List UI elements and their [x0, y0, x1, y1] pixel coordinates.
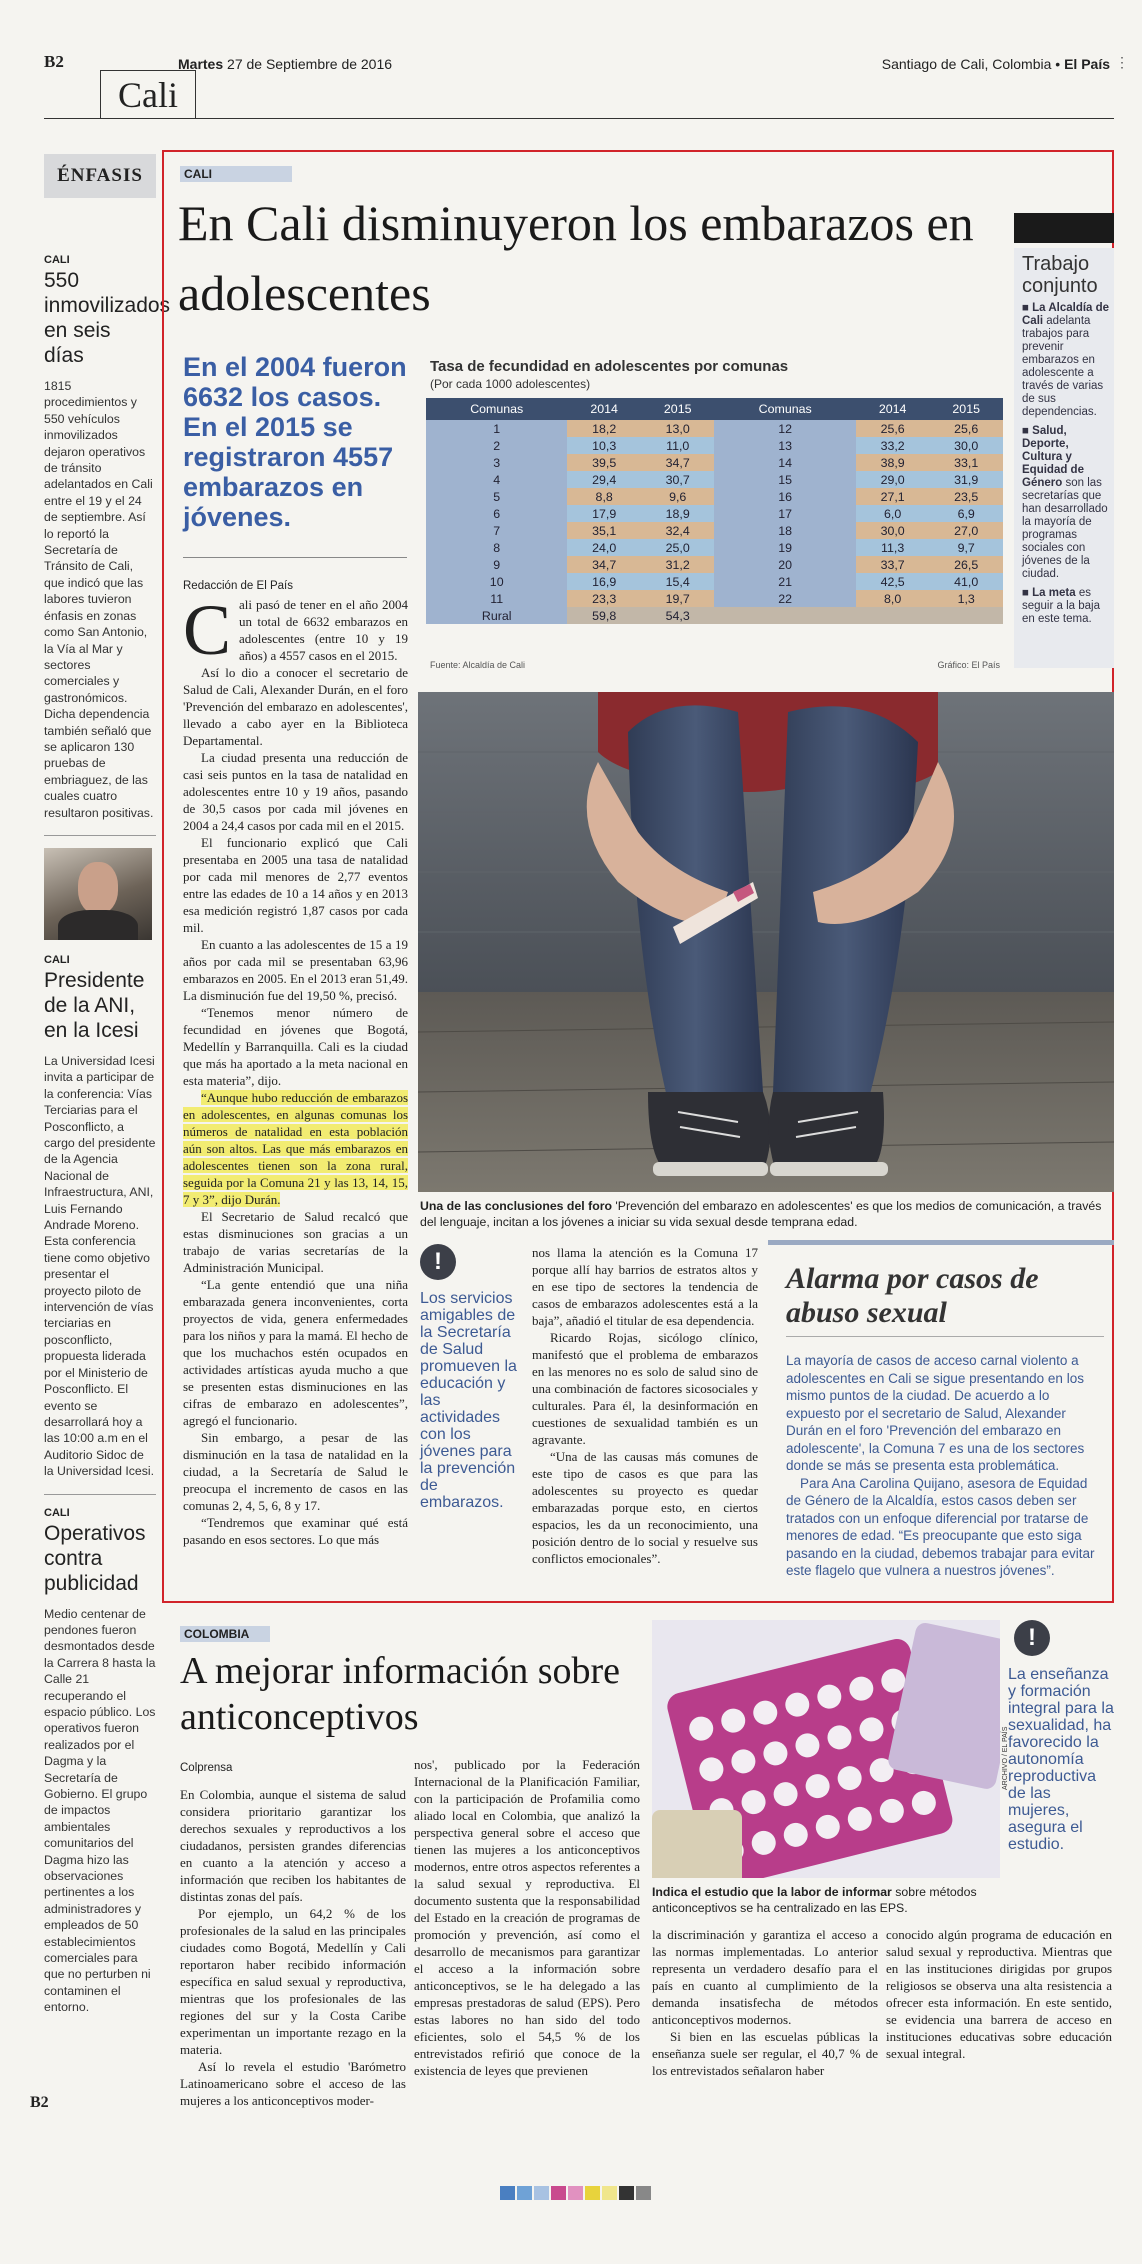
- table-header-cell: 2015: [641, 398, 715, 420]
- color-swatch: [568, 2186, 583, 2200]
- table-cell: 16,9: [567, 573, 641, 590]
- brief-body: Medio centenar de pendones fueron desmontados desde la Carrera 8 hasta la Calle 21 recuperando el espacio público. Los operativos fueron realizados por el Dagma y la Secretaría de Gobierno. El grupo de impactos ambientales comunitarios del Dagma hizo las observaciones pertinentes a los administradores y empleados de 50 establecimientos comerciales para que no perturben ni contaminen el entorno.: [44, 1606, 156, 2015]
- color-swatch: [500, 2186, 515, 2200]
- paragraph: “La gente entendió que una niña embarazada genera inconvenientes, corta proyectos de vida, genera enfermedades para los niños y para la mamá. El hecho de que los muchachos estén ocupados en actividades artísticas ayuda mucho a que se presenten estas disminuciones en las cifras de embarazo en adolescentes”, agregó el funcionario.: [183, 1277, 408, 1428]
- paragraph: nos', publicado por la Federación Internacional de la Planificación Familiar, con la participación de Profamilia como aliado local en Colombia, que analizó la perspectiva general sobre el acceso que tienen las mujeres a los anticonceptivos modernos, entre otros aspectos referentes a la salud sexual y reproductiva. El documento sustenta que la responsabilidad del Estado en la creación de programas de promoción y prevención, así como el desarrollo de mecanismos para garantizar el acceso a la información sobre anticonceptivos, se le ha delegado a las empresas prestadoras de salud (EPS). Pero estas labores no han sido del todo eficientes, solo el 54,5 % de los entrevistados refirió que conoce de la existencia de leyes que previenen: [414, 1757, 640, 2078]
- table-cell: 27,0: [929, 522, 1003, 539]
- table-cell: [856, 607, 930, 624]
- table-source: [430, 660, 1000, 670]
- article-byline: Colprensa: [180, 1762, 233, 1774]
- table-row: [426, 556, 1003, 573]
- table-cell: 30,7: [641, 471, 715, 488]
- sidebar-item: ■ Salud, Deporte, Cultura y Equidad de Género son las secretarías que han desarrollado la mayoría de programas sociales con jóvenes de la ciudad.: [1022, 425, 1108, 580]
- table-cell: 18: [714, 522, 855, 539]
- table-cell: 15,4: [641, 573, 715, 590]
- article-headline: A mejorar información sobre anticonceptivos: [180, 1650, 621, 1738]
- table-row: [426, 607, 1003, 624]
- table-cell: 29,0: [856, 471, 930, 488]
- source-text: Fuente: Alcaldía de Cali: [430, 660, 526, 670]
- table-cell: 6,0: [856, 505, 930, 522]
- table-header-cell: Comunas: [714, 398, 855, 420]
- portrait-photo: [44, 848, 152, 940]
- table-row: [426, 488, 1003, 505]
- caption-text: 'Prevención del embarazo en adolescentes' es que los medios de comunicación, a través del lenguaje, incitan a los jóvenes a iniciar su vida sexual desde temprana edad.: [420, 1199, 1102, 1229]
- table-cell: 59,8: [567, 607, 641, 624]
- issue-day: Martes: [178, 56, 224, 72]
- table-cell: [714, 607, 855, 624]
- sidebar-title: Trabajo conjunto: [1022, 253, 1098, 297]
- brief-tag: CALI: [44, 1506, 70, 1519]
- table-cell: 7: [426, 522, 567, 539]
- table-cell: 19,7: [641, 590, 715, 607]
- table-cell: 31,9: [929, 471, 1003, 488]
- table-header-cell: Comunas: [426, 398, 567, 420]
- paragraph: El Secretario de Salud recalcó que estas disminuciones son gracias a un trabajo de varias secretarías de la Administración Municipal.: [183, 1209, 408, 1275]
- article-body-column-1: [183, 590, 408, 1548]
- table-cell: 18,2: [567, 420, 641, 437]
- header-rule: [44, 118, 1114, 119]
- section-tag: COLOMBIA: [180, 1626, 270, 1642]
- table-cell: 13: [714, 437, 855, 454]
- exclamation-icon: !: [1014, 1620, 1050, 1656]
- paragraph: Si bien en las escuelas públicas la enseñanza suele ser regular, el 40,7 % de los entrevistados señalaron haber: [652, 2029, 878, 2078]
- pills-illustration: [652, 1620, 1000, 1878]
- header-paper: El País: [1064, 56, 1110, 72]
- table-header-row: [426, 398, 1003, 420]
- table-cell: 38,9: [856, 454, 930, 471]
- table-cell: [929, 607, 1003, 624]
- paragraph: Así lo dio a conocer el secretario de Salud de Cali, Alexander Durán, en el foro 'Prevención del embarazo en adolescentes', llevado a cabo ayer en la Biblioteca Departamental.: [183, 665, 408, 748]
- alarma-rule: [768, 1240, 1114, 1245]
- table-cell: 22: [714, 590, 855, 607]
- table-cell: 41,0: [929, 573, 1003, 590]
- caption-lead: Una de las conclusiones del foro: [420, 1199, 613, 1213]
- footer-page-number: B2: [30, 2094, 49, 2111]
- table-cell: 17: [714, 505, 855, 522]
- table-row: [426, 539, 1003, 556]
- color-swatch: [636, 2186, 651, 2200]
- article-byline: Redacción de El País: [183, 580, 293, 592]
- table-cell: 26,5: [929, 556, 1003, 573]
- brief-2: [44, 954, 156, 1480]
- table-cell: 23,3: [567, 590, 641, 607]
- table-cell: 33,1: [929, 454, 1003, 471]
- table-cell: 17,9: [567, 505, 641, 522]
- paragraph: Para Ana Carolina Quijano, asesora de Equidad de Género de la Alcaldía, estos casos deben ser tratados con un enfoque diferencial por tratarse de menores de edad. “Es preocupante que esto siga pasando en la ciudad, debemos trabajar para evitar este flagelo que vulnera a nuestros jóvenes”.: [786, 1475, 1095, 1578]
- color-swatches: [500, 2186, 651, 2200]
- header-city: Santiago de Cali, Colombia •: [881, 56, 1061, 72]
- table-title: Tasa de fecundidad en adolescentes por comunas: [430, 358, 789, 375]
- table-cell: 23,5: [929, 488, 1003, 505]
- paragraph: En cuanto a las adolescentes de 15 a 19 años por cada mil se presentaban 63,96 embarazos en 2005. En el 2013 eran 51,49. La disminución fue del 19,50 %, precisó.: [183, 937, 408, 1003]
- photo-caption: [420, 1198, 1114, 1230]
- paragraph: La mayoría de casos de acceso carnal violento a adolescentes en Cali se sigue presentando en los mismo puntos de la ciudad. De acuerdo a lo expuesto por el secretario de Salud, Alexander Durán en el foro 'Prevención del embarazo en adolescente', la Comuna 7 es una de los sectores donde se más se presenta esta problemática.: [786, 1353, 1085, 1473]
- photo-illustration: [418, 692, 1114, 1192]
- table-header-cell: 2015: [929, 398, 1003, 420]
- color-swatch: [602, 2186, 617, 2200]
- sidebar-item: ■ La meta es seguir a la baja en este tema.: [1022, 587, 1100, 625]
- table-cell: 8: [426, 539, 567, 556]
- paragraph: Así lo revela el estudio 'Barómetro Latinoamericano sobre el acceso de las mujeres a los anticonceptivos moder-: [180, 2059, 406, 2108]
- table-cell: 6: [426, 505, 567, 522]
- table-row: [426, 420, 1003, 437]
- table-cell: 10: [426, 573, 567, 590]
- sidebar-list: [1022, 302, 1112, 632]
- section-tag: CALI: [180, 166, 292, 182]
- table-cell: 14: [714, 454, 855, 471]
- main-photo: [418, 692, 1114, 1192]
- enfasis-label: ÉNFASIS: [44, 154, 156, 198]
- brief-body: 1815 procedimientos y 550 vehículos inmovilizados dejaron operativos de tránsito adelantados en Cali entre el 19 y el 24 de septiembre. Así lo reportó la Secretaría de Tránsito de Cali, que indicó que las labores tuvieron énfasis en zonas como San Antonio, la Vía al Mar y sectores comerciales y gastronómicos. Dicha dependencia también señaló que se aplicaron 130 pruebas de embriaguez, de las cuales cuatro resultaron positivas.: [44, 379, 154, 820]
- table-cell: 16: [714, 488, 855, 505]
- deck-divider: [183, 557, 407, 558]
- color-swatch: [517, 2186, 532, 2200]
- brief-body: La Universidad Icesi invita a participar de la conferencia: Vías Terciarias para el Posconflicto, a cargo del presidente de la Agencia Nacional de Infraestructura, ANI, Luis Fernando Andrade Moreno. Esta conferencia tiene como objetivo presentar el proyecto piloto de intervención de vías terciarias en posconflicto, propuesta liderada por el Ministerio de Posconflicto. El evento se desarrollará hoy a las 10:00 a.m en el Auditorio Sidoc de la Universidad Icesi.: [44, 1053, 156, 1479]
- table-cell: 35,1: [567, 522, 641, 539]
- colombia-column-2: [414, 1756, 640, 2079]
- pills-photo: [652, 1620, 1000, 1878]
- table-cell: 4: [426, 471, 567, 488]
- table-cell: 10,3: [567, 437, 641, 454]
- fertility-table: [426, 398, 1003, 624]
- table-subtitle: (Por cada 1000 adolescentes): [430, 377, 591, 391]
- table-cell: 9,7: [929, 539, 1003, 556]
- table-cell: 25,0: [641, 539, 715, 556]
- paragraph: conocido algún programa de educación en salud sexual y reproductiva. Mientras que en las instituciones dirigidas por grupos religiosos se observa una alta resistencia a ofrecer esta información. En este sentido, se evidencia una barrera de acceso en instituciones educativas sobre educación sexual integral.: [886, 1927, 1112, 2061]
- table-cell: 30,0: [929, 437, 1003, 454]
- table-cell: 6,9: [929, 505, 1003, 522]
- caption-lead: Indica el estudio que la labor de informar: [652, 1885, 892, 1899]
- colombia-column-1: [180, 1786, 406, 2109]
- callout-text: La enseñanza y formación integral para la sexualidad, ha favorecido la autonomía reproductiva de las mujeres, asegura el estudio.: [1008, 1666, 1114, 1853]
- brief-divider: [44, 835, 156, 836]
- exclamation-icon: !: [420, 1244, 456, 1280]
- paragraph: Sin embargo, a pesar de las disminución en la tasa de natalidad en la ciudad, a la Secretaría de Salud le preocupa el incremento de casos en las comunas 2, 4, 5, 6, 8 y 17.: [183, 1430, 408, 1513]
- brief-divider: [44, 1494, 156, 1495]
- table-cell: 21: [714, 573, 855, 590]
- paragraph: “Una de las causas más comunes de este tipo de casos es que para las adolescentes su proyecto es quedar embarazadas porque esto, en ciertos espacios, les da un reconocimiento, una posición dentro de lo social y resuelve sus conflictos emocionales”.: [532, 1449, 758, 1566]
- brief-1: [44, 254, 171, 821]
- table-cell: 54,3: [641, 607, 715, 624]
- brief-tag: CALI: [44, 254, 70, 266]
- table-row: [426, 437, 1003, 454]
- table-cell: 34,7: [641, 454, 715, 471]
- photo-credit: ARCHIVO / EL PAÍS: [1002, 1726, 1009, 1790]
- paragraph: ali pasó de tener en el año 2004 un total de 6632 embarazos en adolescentes (entre 10 y 19 años) a 4557 casos en el 2015.: [239, 597, 408, 663]
- colombia-column-4: [886, 1926, 1112, 2062]
- table-cell: 15: [714, 471, 855, 488]
- article-deck: En el 2004 fueron 6632 los casos. En el 2015 se registraron 4557 embarazos en jóvenes.: [183, 352, 407, 532]
- table-row: [426, 573, 1003, 590]
- sidebar-bar: [1014, 213, 1114, 243]
- color-swatch: [619, 2186, 634, 2200]
- table-cell: 9: [426, 556, 567, 573]
- table-cell: 11,0: [641, 437, 715, 454]
- table-cell: 18,9: [641, 505, 715, 522]
- color-swatch: [551, 2186, 566, 2200]
- enfasis-column: [44, 130, 171, 2016]
- table-cell: 1: [426, 420, 567, 437]
- table-cell: 8,0: [856, 590, 930, 607]
- table-cell: 34,7: [567, 556, 641, 573]
- table-cell: 9,6: [641, 488, 715, 505]
- brief-title: 550 inmovilizados en seis días: [44, 269, 171, 367]
- table-cell: Rural: [426, 607, 567, 624]
- table-cell: 3: [426, 454, 567, 471]
- callout-text: Los servicios amigables de la Secretaría de Salud promueven la educación y las actividades con los jóvenes para la prevención de embarazos.: [420, 1290, 517, 1511]
- table-header-cell: 2014: [856, 398, 930, 420]
- table-cell: 31,2: [641, 556, 715, 573]
- color-swatch: [585, 2186, 600, 2200]
- table-cell: 25,6: [929, 420, 1003, 437]
- page-number: B2: [44, 52, 64, 71]
- table-cell: 39,5: [567, 454, 641, 471]
- sidebar-item: ■ La Alcaldía de Cali adelanta trabajos para prevenir embarazos en adolescente a través de varias de sus dependencias.: [1022, 302, 1110, 418]
- table-cell: 12: [714, 420, 855, 437]
- table-cell: 25,6: [856, 420, 930, 437]
- table-cell: 8,8: [567, 488, 641, 505]
- alarma-divider: [786, 1336, 1104, 1337]
- table-cell: 11: [426, 590, 567, 607]
- photo-caption: [652, 1884, 1012, 1916]
- header-place: [850, 56, 1110, 72]
- table-cell: 32,4: [641, 522, 715, 539]
- alarma-headline: Alarma por casos de abuso sexual: [786, 1262, 1039, 1329]
- article-headline: En Cali disminuyeron los embarazos en adolescentes: [178, 195, 974, 321]
- article-body-column-2: [532, 1244, 758, 1567]
- paragraph: En Colombia, aunque el sistema de salud considera prioritario garantizar los derechos sexuales y reproductivos a los ciudadanos, persisten grandes diferencias en cuanto a la atención y acceso a información que reciben los habitantes de distintas zonas del país.: [180, 1787, 406, 1904]
- table-row: [426, 505, 1003, 522]
- table-cell: 20: [714, 556, 855, 573]
- paragraph: El funcionario explicó que Cali presentaba en 2005 una tasa de natalidad por cada mil menores de 2,77 eventos entre las edades de 10 a 14 años y en 2013 esa medición registró 1,87 casos por cada mil.: [183, 835, 408, 935]
- paragraph: Ricardo Rojas, sicólogo clínico, manifestó que el problema de embarazos en las menores no es solo de salud sino de una combinación de factores sicosociales y culturales. Para él, la desinformación en cuestiones de sexualidad también es un agravante.: [532, 1330, 758, 1447]
- alarma-body: [786, 1352, 1104, 1580]
- paragraph: Por ejemplo, un 64,2 % de los profesionales de la salud en las principales ciudades como Bogotá, Medellín y Cali reportaron haber recibido información específica en salud sexual y reproductiva, mientras que los profesionales de las regiones del sur y la Costa Caribe experimentan un importante rezago en la materia.: [180, 1906, 406, 2057]
- table-cell: 33,7: [856, 556, 930, 573]
- table-header-cell: 2014: [567, 398, 641, 420]
- paragraph: La ciudad presenta una reducción de casi seis puntos en la tasa de natalidad en adolescentes entre 10 y 19 años, pasando de 30,5 casos por cada mil jóvenes en 2004 a 24,4 casos por cada mil en el 2015.: [183, 750, 408, 833]
- table-cell: 1,3: [929, 590, 1003, 607]
- paragraph: nos llama la atención es la Comuna 17 porque allí hay barrios de estratos altos y en ese tipo de sectores la tendencia de casos de embarazos adolescentes está a la baja”, añadió el titular de esa dependencia.: [532, 1245, 758, 1328]
- section-name: Cali: [100, 70, 196, 118]
- table-cell: 24,0: [567, 539, 641, 556]
- brief-title: Operativos contra publicidad: [44, 1521, 146, 1595]
- colombia-column-3: [652, 1926, 878, 2079]
- brief-3: [44, 1507, 156, 2016]
- table-cell: 30,0: [856, 522, 930, 539]
- table-cell: 27,1: [856, 488, 930, 505]
- table-cell: 42,5: [856, 573, 930, 590]
- table-cell: 29,4: [567, 471, 641, 488]
- credit-text: Gráfico: El País: [937, 660, 1000, 670]
- drop-cap: C: [183, 590, 232, 670]
- issue-date: [178, 56, 392, 72]
- brief-tag: CALI: [44, 953, 70, 966]
- brief-title: Presidente de la ANI, en la Icesi: [44, 968, 145, 1042]
- paragraph: “Tenemos menor número de fecundidad en jóvenes que Bogotá, Medellín y Barranquilla. Cali es la ciudad que más ha aportado a la meta nacional en esta materia”, dijo.: [183, 1005, 408, 1088]
- table-cell: 13,0: [641, 420, 715, 437]
- table-cell: 2: [426, 437, 567, 454]
- header-dots: ⋮: [1115, 54, 1129, 70]
- paragraph: “Tendremos que examinar qué está pasando en esos sectores. Lo que más: [183, 1515, 408, 1547]
- table-row: [426, 590, 1003, 607]
- table-cell: 11,3: [856, 539, 930, 556]
- caption-text: sobre métodos anticonceptivos se ha centralizado en las EPS.: [652, 1885, 977, 1915]
- table-cell: 33,2: [856, 437, 930, 454]
- color-swatch: [534, 2186, 549, 2200]
- highlighted-quote: “Aunque hubo reducción de embarazos en adolescentes, en algunas comunas los números de natalidad en esta población aún son altos. Las que más embarazos en adolescentes tienen son la zona rural, seguida por la Comuna 21 y las 13, 14, 15, 7 y 3”, dijo Durán.: [183, 1090, 408, 1207]
- paragraph: la discriminación y garantiza el acceso a las normas implementadas. Lo anterior representa un verdadero desafío para el país en cuanto al cumplimiento de la demanda insatisfecha de métodos anticonceptivos modernos.: [652, 1927, 878, 2027]
- table-cell: 19: [714, 539, 855, 556]
- table-row: [426, 454, 1003, 471]
- table-cell: 5: [426, 488, 567, 505]
- table-row: [426, 471, 1003, 488]
- table-row: [426, 522, 1003, 539]
- issue-date-text: 27 de Septiembre de 2016: [227, 56, 393, 72]
